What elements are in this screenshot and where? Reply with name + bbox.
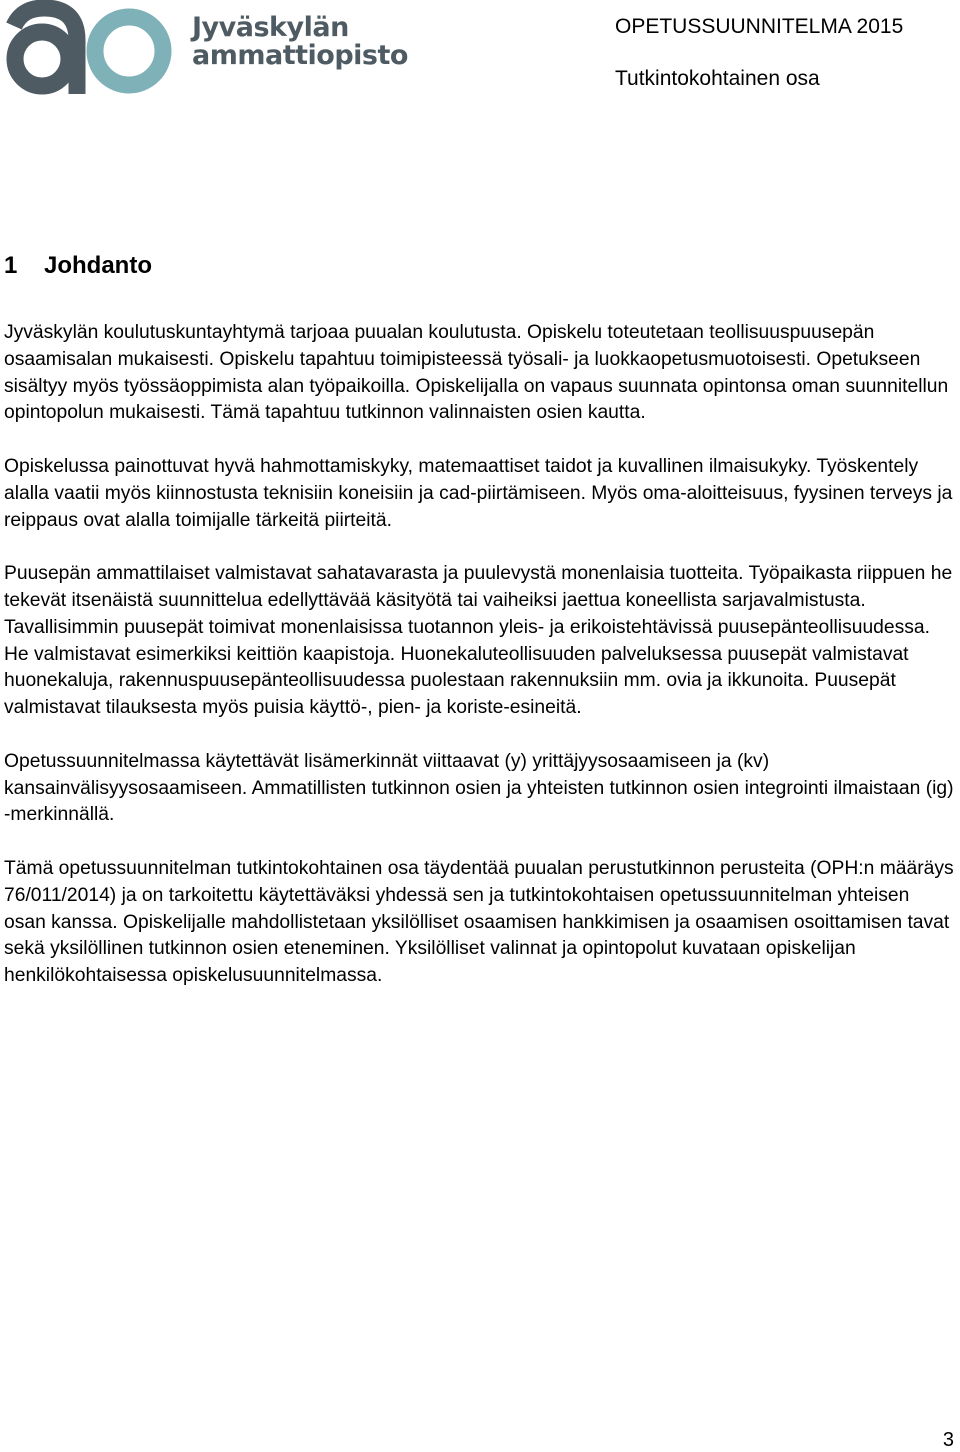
logo-wordmark [192, 14, 408, 70]
document-title: OPETUSSUUNNITELMA 2015 [615, 15, 904, 38]
paragraph: Opiskelussa painottuvat hyvä hahmottamiskyky, matemaattiset taidot ja kuvallinen ilmaisukyky. Työskentely alalla vaatii myös kiinnostusta teknisiin koneisiin ja cad-piirtämiseen. Myös oma-aloitteisuus, fyysinen terveys ja reippaus ovat alalla toimijalle tärkeitä piirteitä. [4, 455, 953, 531]
logo-line-2: ammattiopisto [192, 40, 408, 71]
ao-logo-mark [0, 0, 180, 100]
document-body [4, 320, 954, 1017]
document-header [615, 13, 903, 93]
page-number: 3 [942, 1429, 954, 1451]
paragraph: Puusepän ammattilaiset valmistavat sahatavarasta ja puulevystä monenlaisia tuotteita. Työpaikasta riippuen he tekevät itsenäistä suunnittelua edellyttävää käsityötä tai vaiheiksi jaettua koneellista sarjavalmistusta. Tavallisimmin puusepät toimivat monenlaisissa tuotannon yleis- ja erikoistehtävissä puusepänteollisuudessa. He valmistavat esimerkiksi keittiön kaapistoja. Huonekaluteollisuuden palveluksessa puusepät valmistavat huonekaluja, rakennuspuusepänteollisuudessa puolestaan rakennuksiin mm. ovia ja ikkunoita. Puusepät valmistavat tilauksesta myös puisia käyttö-, pien- ja koriste-esineitä. [4, 563, 953, 719]
section-heading [4, 252, 152, 280]
paragraph: Opetussuunnitelmassa käytettävät lisämerkinnät viittaavat (y) yrittäjyysosaamiseen ja (kv) kansainvälisyysosaamiseen. Ammatillisten tutkinnon osien ja yhteisten tutkinnon osien integrointi ilmaistaan (ig) -merkinnällä. [4, 750, 954, 826]
section-number: 1 [4, 252, 18, 279]
paragraph: Jyväskylän koulutuskuntayhtymä tarjoaa puualan koulutusta. Opiskelu toteutetaan teollisuuspuusepän osaamisalan mukaisesti. Opiskelu tapahtuu toimipisteessä työsali- ja luokkaopetusmuotoisesti. Opetukseen sisältyy myös työssäoppimista alan työpaikoilla. Opiskelijalla on vapaus suunnata opintonsa oman suunnitellun opintopolun mukaisesti. Tämä tapahtuu tutkinnon valinnaisten osien kautta. [4, 322, 949, 424]
logo-line-1: Jyväskylän [192, 12, 349, 43]
section-title: Johdanto [44, 252, 152, 279]
document-subtitle: Tutkintokohtainen osa [615, 67, 820, 90]
paragraph: Tämä opetussuunnitelman tutkintokohtainen osa täydentää puualan perustutkinnon perusteita (OPH:n määräys 76/011/2014) ja on tarkoitettu käytettäväksi yhdessä sen ja tutkintokohtaisen opetussuunnitelman yhteisen osan kanssa. Opiskelijalle mahdollistetaan yksilölliset osaamisen hankkimisen ja osaamisen osoittamisen tavat sekä yksilöllinen tutkinnon osien eteneminen. Yksilölliset valinnat ja opintopolut kuvataan opiskelijan henkilökohtaisessa opiskelusuunnitelmassa. [4, 857, 954, 987]
institution-logo [0, 0, 408, 100]
